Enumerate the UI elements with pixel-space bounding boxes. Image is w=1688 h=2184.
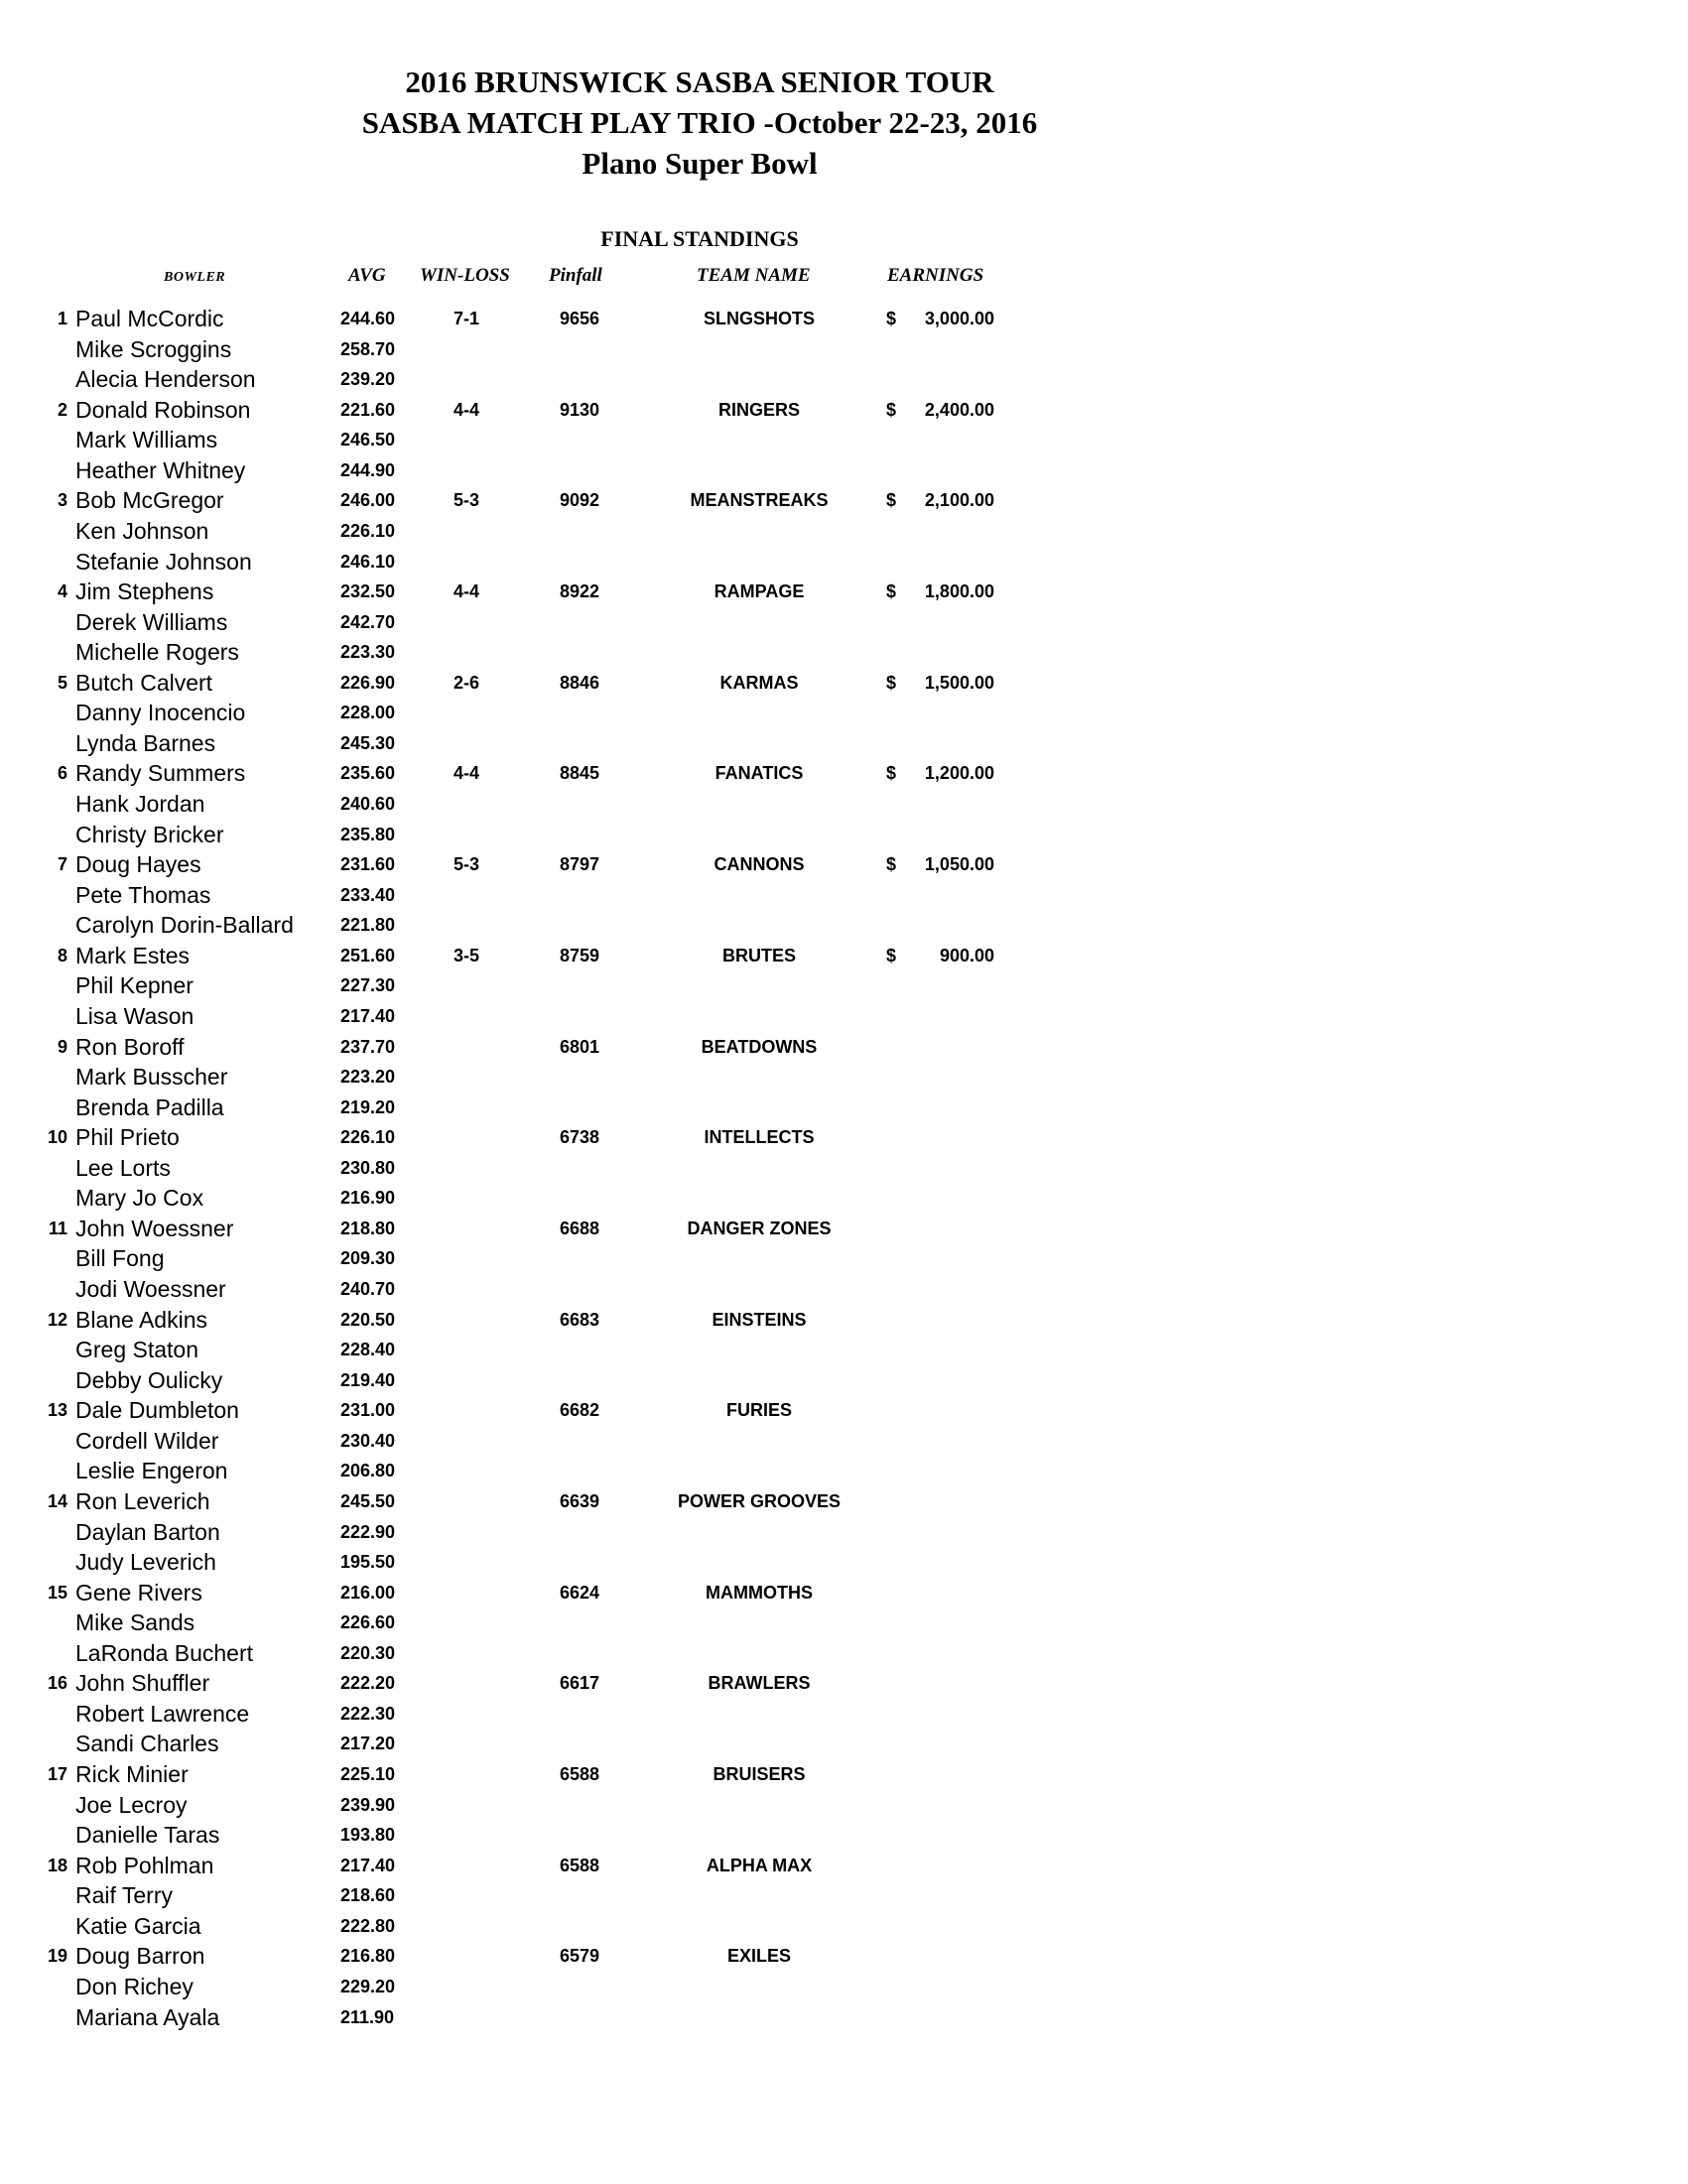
bowler-avg: 223.20 bbox=[340, 1067, 396, 1088]
team-group bbox=[0, 1486, 1092, 1578]
bowler-avg: 216.90 bbox=[340, 1188, 396, 1209]
bowler-avg: 235.80 bbox=[340, 824, 396, 844]
table-row bbox=[0, 1243, 1092, 1274]
rank: 11 bbox=[48, 1218, 67, 1238]
bowler-avg: 226.10 bbox=[340, 520, 396, 541]
bowler-avg: 231.60 bbox=[340, 854, 396, 875]
table-row bbox=[0, 1153, 1092, 1184]
bowler-name: Rick Minier bbox=[75, 1761, 189, 1787]
bowler-avg: 216.80 bbox=[340, 1946, 396, 1967]
earnings-amount: 1,050.00 bbox=[924, 854, 994, 875]
table-row bbox=[0, 1395, 1092, 1426]
bowler-name: Gene Rivers bbox=[75, 1579, 202, 1606]
tour-title: 2016 BRUNSWICK SASBA SENIOR TOUR bbox=[405, 64, 994, 99]
team-name: RAMPAGE bbox=[714, 581, 805, 602]
bowler-avg: 227.30 bbox=[340, 975, 396, 996]
bowler-avg: 251.60 bbox=[340, 945, 396, 965]
pinfall: 6639 bbox=[560, 1490, 600, 1511]
bowler-name: Derek Williams bbox=[75, 608, 228, 635]
rank: 15 bbox=[47, 1582, 67, 1603]
table-row bbox=[0, 698, 1092, 728]
section-title: FINAL STANDINGS bbox=[600, 226, 799, 251]
earnings-amount: 3,000.00 bbox=[924, 309, 994, 328]
bowler-avg: 231.00 bbox=[340, 1400, 396, 1421]
currency-symbol: $ bbox=[886, 399, 897, 420]
bowler-name: Jim Stephens bbox=[75, 578, 214, 605]
table-row bbox=[0, 364, 1092, 395]
currency-symbol: $ bbox=[886, 763, 897, 784]
bowler-name: Heather Whitney bbox=[75, 456, 246, 483]
bowler-name: Joe Lecroy bbox=[75, 1791, 188, 1818]
team-name: RINGERS bbox=[717, 399, 800, 420]
bowler-avg: 239.90 bbox=[340, 1794, 396, 1815]
bowler-avg: 220.50 bbox=[340, 1309, 396, 1330]
bowler-avg: 240.70 bbox=[340, 1279, 396, 1299]
win-loss: 4-4 bbox=[454, 399, 480, 420]
table-row bbox=[0, 1729, 1092, 1759]
rank: 2 bbox=[57, 399, 67, 420]
team-name: SLNGSHOTS bbox=[703, 309, 815, 328]
bowler-name: Pete Thomas bbox=[75, 881, 211, 908]
table-row bbox=[0, 668, 1092, 699]
bowler-name: Don Richey bbox=[75, 1973, 194, 1999]
rank: 16 bbox=[47, 1673, 67, 1694]
bowler-avg: 218.60 bbox=[340, 1885, 396, 1906]
bowler-name: Greg Staton bbox=[75, 1337, 199, 1363]
bowler-name: Hank Jordan bbox=[75, 791, 205, 817]
bowler-name: Mark Busscher bbox=[75, 1064, 228, 1091]
bowler-avg: 209.30 bbox=[340, 1248, 396, 1269]
table-row bbox=[0, 1001, 1092, 1032]
team-name: BRUTES bbox=[721, 945, 796, 965]
bowler-avg: 237.70 bbox=[340, 1036, 396, 1057]
bowler-avg: 244.60 bbox=[340, 309, 396, 328]
table-row bbox=[0, 1941, 1092, 1972]
table-row bbox=[0, 1699, 1092, 1730]
bowler-avg: 222.90 bbox=[340, 1521, 396, 1542]
earnings-amount: 2,400.00 bbox=[924, 399, 994, 420]
table-row bbox=[0, 1517, 1092, 1548]
bowler-name: Doug Barron bbox=[75, 1943, 205, 1970]
team-name: POWER GROOVES bbox=[677, 1490, 842, 1511]
bowler-name: Judy Leverich bbox=[75, 1549, 216, 1576]
table-row bbox=[0, 1062, 1092, 1092]
bowler-name: Donald Robinson bbox=[75, 396, 251, 423]
bowler-name: Katie Garcia bbox=[75, 1912, 201, 1939]
bowler-avg: 226.10 bbox=[340, 1127, 396, 1148]
bowler-name: Mary Jo Cox bbox=[75, 1185, 204, 1212]
table-row bbox=[0, 547, 1092, 578]
bowler-name: Stefanie Johnson bbox=[75, 548, 252, 575]
currency-symbol: $ bbox=[886, 854, 897, 875]
bowler-name: Rob Pohlman bbox=[75, 1852, 214, 1878]
bowler-name: Blane Adkins bbox=[75, 1306, 207, 1333]
bowler-name: Raif Terry bbox=[75, 1882, 173, 1909]
bowler-avg: 217.20 bbox=[340, 1734, 396, 1754]
table-row bbox=[0, 910, 1092, 941]
table-row bbox=[0, 1578, 1092, 1608]
table-row bbox=[0, 880, 1092, 911]
bowler-name: Phil Prieto bbox=[75, 1124, 180, 1151]
table-row bbox=[0, 1426, 1092, 1457]
rank: 4 bbox=[57, 581, 67, 602]
bowler-name: John Shuffler bbox=[75, 1670, 210, 1697]
pinfall: 9092 bbox=[560, 490, 600, 511]
bowler-name: Alecia Henderson bbox=[75, 366, 256, 393]
team-group bbox=[0, 758, 1092, 849]
table-row bbox=[0, 1122, 1092, 1153]
pinfall: 6682 bbox=[560, 1400, 600, 1421]
bowler-name: Debby Oulicky bbox=[75, 1366, 223, 1393]
pinfall: 8846 bbox=[560, 672, 600, 693]
team-group bbox=[0, 1214, 1092, 1305]
bowler-name: Ron Boroff bbox=[75, 1033, 185, 1060]
earnings-amount: 1,500.00 bbox=[924, 672, 994, 693]
rank: 9 bbox=[57, 1036, 67, 1057]
table-row bbox=[0, 789, 1092, 820]
bowler-name: Lynda Barnes bbox=[75, 729, 216, 756]
bowler-avg: 246.00 bbox=[340, 490, 396, 511]
bowler-avg: 246.10 bbox=[340, 551, 396, 572]
bowler-name: Doug Hayes bbox=[75, 851, 201, 878]
bowler-avg: 217.40 bbox=[340, 1855, 396, 1875]
team-name: ALPHA MAX bbox=[706, 1855, 813, 1875]
table-row bbox=[0, 758, 1092, 789]
table-row bbox=[0, 485, 1092, 516]
earnings-amount: 900.00 bbox=[939, 945, 994, 965]
pinfall: 8845 bbox=[560, 763, 600, 784]
bowler-avg: 230.80 bbox=[340, 1157, 396, 1178]
bowler-name: Butch Calvert bbox=[75, 669, 213, 696]
team-group bbox=[0, 1759, 1092, 1851]
rank: 19 bbox=[47, 1946, 67, 1967]
bowler-name: Mark Williams bbox=[75, 427, 218, 453]
bowler-name: LaRonda Buchert bbox=[75, 1639, 254, 1666]
currency-symbol: $ bbox=[886, 672, 897, 693]
currency-symbol: $ bbox=[886, 490, 897, 511]
pinfall: 6579 bbox=[560, 1946, 600, 1967]
pinfall: 6688 bbox=[560, 1218, 600, 1238]
pinfall: 6617 bbox=[560, 1673, 600, 1694]
bowler-name: Ron Leverich bbox=[75, 1487, 210, 1514]
bowler-name: Cordell Wilder bbox=[75, 1427, 219, 1454]
column-header-win-loss: WIN-LOSS bbox=[420, 265, 510, 286]
table-row bbox=[0, 820, 1092, 850]
team-group bbox=[0, 577, 1092, 668]
bowler-name: Brenda Padilla bbox=[75, 1093, 224, 1120]
bowler-name: Danielle Taras bbox=[75, 1822, 220, 1849]
bowler-avg: 217.40 bbox=[340, 1005, 396, 1026]
table-row bbox=[0, 455, 1092, 486]
team-name: EINSTEINS bbox=[712, 1309, 807, 1330]
pinfall: 6588 bbox=[560, 1855, 600, 1875]
team-group bbox=[0, 668, 1092, 759]
bowler-avg: 222.30 bbox=[340, 1703, 396, 1724]
rank: 18 bbox=[47, 1855, 67, 1875]
table-row bbox=[0, 1668, 1092, 1699]
bowler-avg: 211.90 bbox=[340, 2006, 395, 2027]
rank: 13 bbox=[47, 1400, 67, 1421]
bowler-name: John Woessner bbox=[75, 1215, 234, 1241]
team-group bbox=[0, 1578, 1092, 1669]
currency-symbol: $ bbox=[886, 945, 897, 965]
bowler-name: Michelle Rogers bbox=[75, 639, 239, 666]
table-row bbox=[0, 1092, 1092, 1123]
team-group bbox=[0, 1851, 1092, 1942]
team-group bbox=[0, 1395, 1092, 1486]
win-loss: 4-4 bbox=[454, 763, 480, 784]
bowler-name: Daylan Barton bbox=[75, 1518, 220, 1545]
pinfall: 6624 bbox=[560, 1582, 600, 1603]
pinfall: 6738 bbox=[560, 1127, 600, 1148]
table-row bbox=[0, 1547, 1092, 1578]
team-group bbox=[0, 1122, 1092, 1214]
bowler-avg: 222.80 bbox=[340, 1915, 396, 1936]
team-name: INTELLECTS bbox=[704, 1127, 815, 1148]
team-name: DANGER ZONES bbox=[687, 1218, 832, 1238]
pinfall: 6588 bbox=[560, 1764, 600, 1784]
bowler-avg: 229.20 bbox=[340, 1976, 396, 1996]
rank: 8 bbox=[57, 945, 67, 965]
currency-symbol: $ bbox=[886, 581, 897, 602]
table-row bbox=[0, 334, 1092, 365]
rank: 12 bbox=[47, 1309, 67, 1330]
bowler-name: Christy Bricker bbox=[75, 821, 224, 847]
pinfall: 6683 bbox=[560, 1309, 600, 1330]
table-row bbox=[0, 1032, 1092, 1063]
win-loss: 7-1 bbox=[454, 309, 480, 328]
currency-symbol: $ bbox=[886, 309, 897, 328]
team-name: FURIES bbox=[725, 1400, 792, 1421]
bowler-name: Randy Summers bbox=[75, 760, 246, 787]
bowler-name: Mike Scroggins bbox=[75, 335, 232, 362]
bowler-name: Paul McCordic bbox=[75, 306, 224, 331]
rank: 14 bbox=[47, 1490, 67, 1511]
pinfall: 8759 bbox=[560, 945, 600, 965]
pinfall: 6801 bbox=[560, 1036, 600, 1057]
table-row bbox=[0, 607, 1092, 638]
table-row bbox=[0, 1759, 1092, 1790]
table-row bbox=[0, 1638, 1092, 1669]
team-name: BRAWLERS bbox=[708, 1673, 811, 1694]
table-row bbox=[0, 1911, 1092, 1942]
bowler-avg: 223.30 bbox=[340, 642, 396, 663]
column-header-team-name: TEAM NAME bbox=[697, 265, 811, 286]
rank: 6 bbox=[57, 763, 67, 784]
win-loss: 5-3 bbox=[454, 854, 480, 875]
team-name: KARMAS bbox=[719, 672, 799, 693]
table-row bbox=[0, 1456, 1092, 1486]
table-row bbox=[0, 1972, 1092, 2002]
table-row bbox=[0, 425, 1092, 455]
bowler-avg: 228.00 bbox=[340, 703, 396, 723]
team-group bbox=[0, 485, 1092, 577]
team-name: EXILES bbox=[726, 1946, 792, 1967]
table-row bbox=[0, 1607, 1092, 1638]
team-name: MEANSTREAKS bbox=[690, 490, 829, 511]
pinfall: 8922 bbox=[560, 581, 600, 602]
team-name: BEATDOWNS bbox=[701, 1036, 818, 1057]
team-group bbox=[0, 304, 1092, 395]
bowler-avg: 216.00 bbox=[340, 1582, 396, 1603]
bowler-avg: 222.20 bbox=[340, 1673, 396, 1694]
table-row bbox=[0, 970, 1092, 1001]
bowler-avg: 221.60 bbox=[340, 399, 396, 420]
bowler-avg: 195.50 bbox=[340, 1552, 396, 1573]
bowler-avg: 193.80 bbox=[340, 1825, 396, 1846]
table-row bbox=[0, 577, 1092, 607]
table-row bbox=[0, 1820, 1092, 1851]
table-row bbox=[0, 1851, 1092, 1881]
earnings-amount: 2,100.00 bbox=[924, 490, 994, 511]
team-name: FANATICS bbox=[714, 763, 804, 784]
bowler-avg: 226.60 bbox=[340, 1612, 396, 1633]
team-group bbox=[0, 395, 1092, 486]
team-group bbox=[0, 1305, 1092, 1396]
rank: 5 bbox=[57, 672, 67, 693]
table-row bbox=[0, 1214, 1092, 1244]
bowler-name: Phil Kepner bbox=[75, 972, 194, 999]
pinfall: 9130 bbox=[560, 399, 600, 420]
bowler-name: Dale Dumbleton bbox=[75, 1397, 239, 1424]
table-row bbox=[0, 849, 1092, 880]
table-row bbox=[0, 1335, 1092, 1365]
bowler-avg: 242.70 bbox=[340, 611, 396, 632]
bowler-name: Mark Estes bbox=[75, 942, 191, 968]
win-loss: 5-3 bbox=[454, 490, 480, 511]
table-row bbox=[0, 1880, 1092, 1911]
bowler-avg: 244.90 bbox=[340, 459, 396, 480]
bowler-name: Bob McGregor bbox=[75, 487, 224, 514]
bowler-avg: 221.80 bbox=[340, 915, 396, 936]
earnings-amount: 1,800.00 bbox=[924, 581, 994, 602]
team-group bbox=[0, 941, 1092, 1032]
bowler-avg: 258.70 bbox=[340, 338, 396, 359]
table-row bbox=[0, 395, 1092, 426]
event-title: SASBA MATCH PLAY TRIO -October 22-23, 2016 bbox=[361, 105, 1038, 140]
venue-title: Plano Super Bowl bbox=[582, 146, 818, 181]
team-group bbox=[0, 1032, 1092, 1123]
bowler-avg: 232.50 bbox=[340, 581, 396, 602]
bowler-avg: 219.20 bbox=[340, 1096, 396, 1117]
table-row bbox=[0, 637, 1092, 668]
team-group bbox=[0, 1941, 1092, 2032]
document-title bbox=[0, 62, 1399, 184]
bowler-avg: 226.90 bbox=[340, 672, 396, 693]
column-header-bowler: BOWLER bbox=[164, 270, 226, 285]
bowler-name: Mike Sands bbox=[75, 1609, 195, 1636]
bowler-name: Robert Lawrence bbox=[75, 1700, 250, 1727]
bowler-avg: 245.50 bbox=[340, 1490, 396, 1511]
bowler-avg: 219.40 bbox=[340, 1369, 396, 1390]
team-group bbox=[0, 1668, 1092, 1759]
team-name: MAMMOTHS bbox=[706, 1582, 813, 1603]
bowler-avg: 218.80 bbox=[340, 1218, 396, 1238]
table-row bbox=[0, 304, 1092, 334]
bowler-name: Lisa Wason bbox=[75, 1002, 195, 1029]
bowler-avg: 230.40 bbox=[340, 1430, 396, 1451]
bowler-avg: 246.50 bbox=[340, 430, 396, 450]
table-row bbox=[0, 2002, 1092, 2033]
bowler-avg: 245.30 bbox=[340, 732, 396, 753]
bowler-avg: 233.40 bbox=[340, 884, 396, 905]
table-row bbox=[0, 1486, 1092, 1517]
column-header-pinfall: Pinfall bbox=[549, 265, 602, 286]
bowler-name: Lee Lorts bbox=[75, 1154, 171, 1181]
bowler-avg: 225.10 bbox=[340, 1764, 396, 1784]
bowler-avg: 235.60 bbox=[340, 763, 396, 784]
rank: 3 bbox=[57, 490, 67, 511]
team-name: BRUISERS bbox=[713, 1764, 806, 1784]
bowler-name: Leslie Engeron bbox=[75, 1458, 228, 1484]
rank: 10 bbox=[47, 1127, 67, 1148]
table-row bbox=[0, 1365, 1092, 1396]
earnings-amount: 1,200.00 bbox=[924, 763, 994, 784]
rank: 1 bbox=[57, 309, 67, 328]
rank: 17 bbox=[47, 1764, 67, 1784]
win-loss: 4-4 bbox=[454, 581, 480, 602]
bowler-name: Bill Fong bbox=[75, 1245, 165, 1272]
team-group bbox=[0, 849, 1092, 941]
bowler-avg: 239.20 bbox=[340, 369, 396, 390]
team-name: CANNONS bbox=[714, 854, 805, 875]
win-loss: 3-5 bbox=[454, 945, 480, 965]
standings-table bbox=[0, 304, 1092, 2032]
table-row bbox=[0, 1790, 1092, 1821]
bowler-avg: 240.60 bbox=[340, 794, 396, 814]
win-loss: 2-6 bbox=[454, 672, 480, 693]
bowler-name: Mariana Ayala bbox=[75, 2003, 220, 2030]
table-row bbox=[0, 1274, 1092, 1305]
table-row bbox=[0, 1305, 1092, 1336]
bowler-name: Jodi Woessner bbox=[75, 1276, 226, 1302]
rank: 7 bbox=[57, 854, 67, 875]
bowler-name: Danny Inocencio bbox=[75, 700, 246, 726]
bowler-avg: 220.30 bbox=[340, 1642, 396, 1663]
table-row bbox=[0, 1183, 1092, 1214]
bowler-name: Carolyn Dorin-Ballard bbox=[75, 912, 294, 939]
bowler-avg: 228.40 bbox=[340, 1340, 396, 1360]
pinfall: 9656 bbox=[560, 309, 600, 328]
table-row bbox=[0, 516, 1092, 547]
bowler-avg: 206.80 bbox=[340, 1461, 396, 1481]
column-header-avg: AVG bbox=[348, 265, 386, 286]
table-row bbox=[0, 941, 1092, 971]
table-row bbox=[0, 728, 1092, 759]
bowler-name: Ken Johnson bbox=[75, 517, 209, 544]
bowler-name: Sandi Charles bbox=[75, 1731, 219, 1757]
pinfall: 8797 bbox=[560, 854, 600, 875]
column-header-earnings: EARNINGS bbox=[887, 265, 984, 286]
